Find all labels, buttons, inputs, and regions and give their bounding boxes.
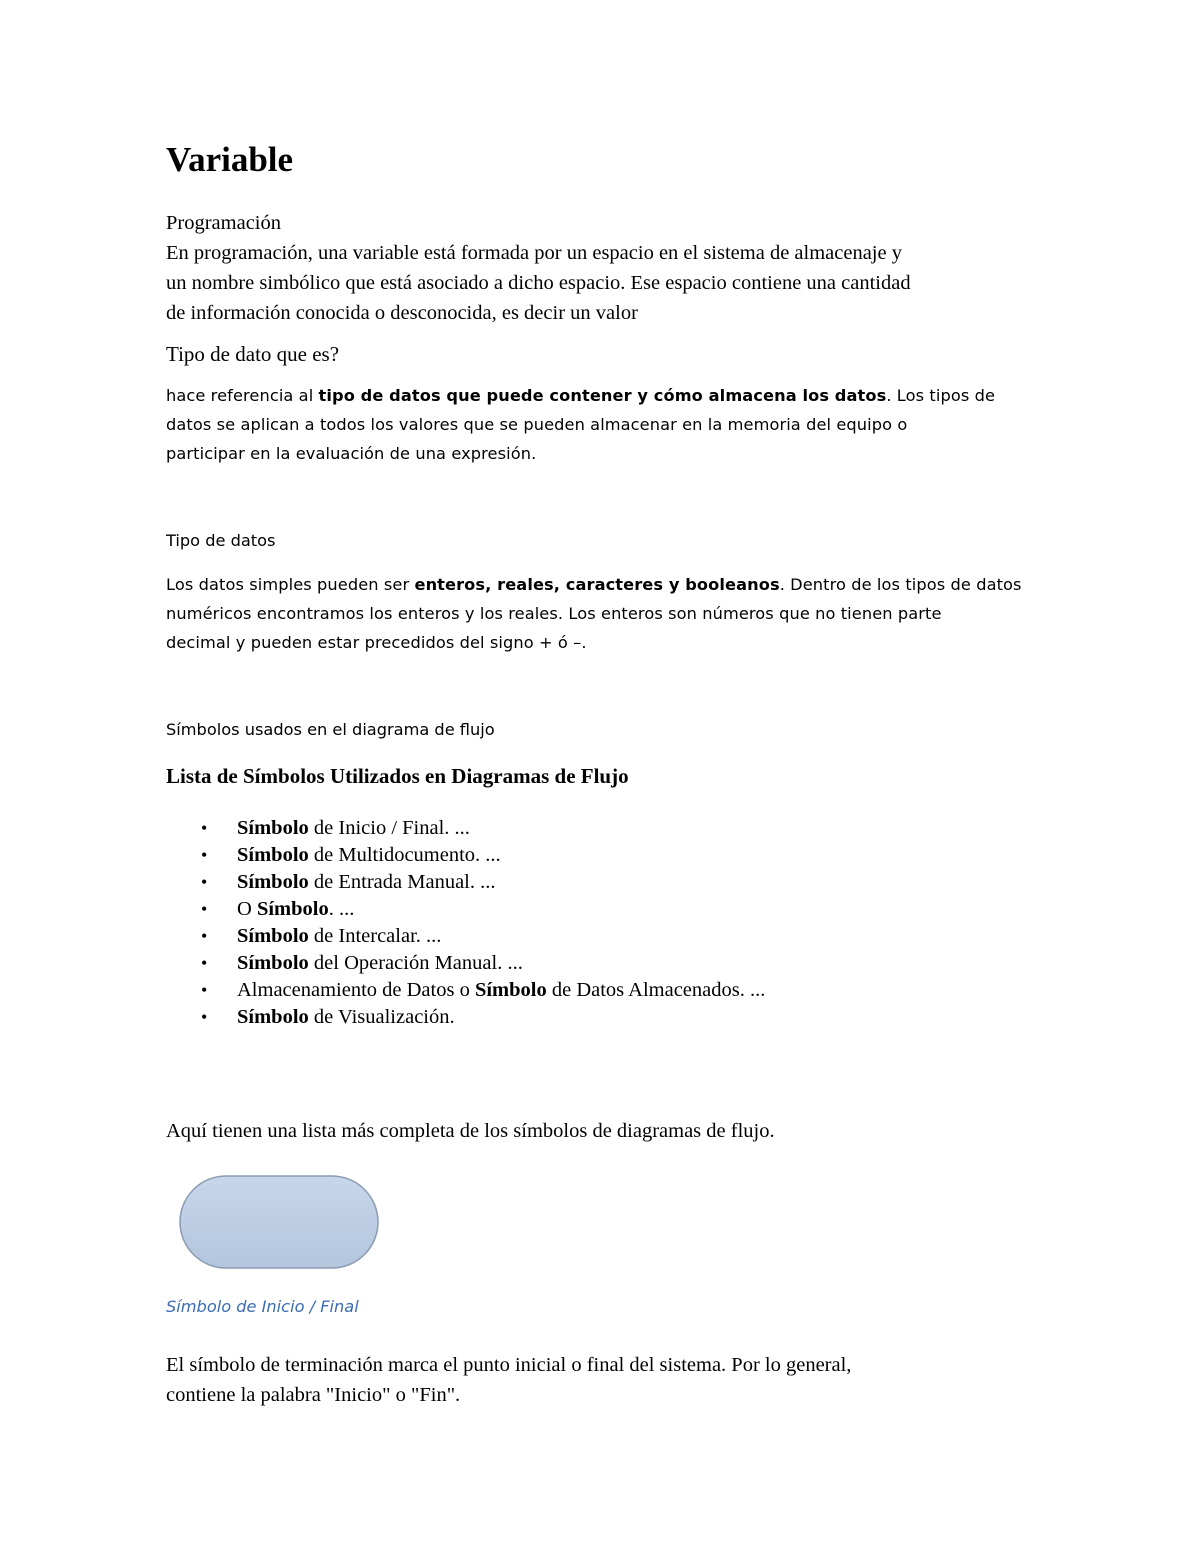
paragraph-line: numéricos encontramos los enteros y los reales. Los enteros son números que no tienen parte: [166, 604, 942, 623]
paragraph-line: participar en la evaluación de una expresión.: [166, 444, 537, 463]
bold-run: Símbolo: [256, 898, 329, 920]
lista-heading: Lista de Símbolos Utilizados en Diagramas de Flujo: [166, 764, 629, 788]
text-run: Almacenamiento de Datos o: [237, 979, 475, 1001]
text-run: de Visualización.: [308, 1006, 455, 1028]
bullet-icon: •: [201, 845, 208, 865]
tipo-dato-heading: Tipo de dato que es?: [166, 342, 340, 366]
text-run: hace referencia al: [166, 386, 319, 405]
page-title: Variable: [166, 140, 294, 179]
intro-heading: Programación: [166, 212, 281, 234]
bullet-icon: •: [201, 899, 208, 919]
text-run: de Entrada Manual. ...: [308, 871, 496, 893]
intro-line: de información conocida o desconocida, es decir un valor: [166, 302, 638, 324]
bold-run: Símbolo: [474, 979, 547, 1001]
bold-run: Símbolo: [237, 925, 309, 947]
bullet-icon: •: [201, 1007, 208, 1027]
intro-line: un nombre simbólico que está asociado a dicho espacio. Ese espacio contiene una cantidad: [166, 272, 911, 294]
text-run: . Dentro de los tipos de datos: [779, 575, 1022, 594]
final-paragraph: [166, 1350, 1046, 1410]
paragraph-line: [166, 381, 1046, 410]
bold-run: Símbolo: [237, 844, 309, 866]
terminator-shape-svg: [178, 1174, 380, 1270]
paragraph-line: contiene la palabra "Inicio" o "Fin".: [166, 1384, 461, 1406]
figure-caption: Símbolo de Inicio / Final: [166, 1297, 359, 1316]
text-run: . ...: [328, 898, 355, 920]
paragraph-line: decimal y pueden estar precedidos del signo + ó –.: [166, 633, 587, 652]
symbol-list: [201, 815, 765, 1031]
aqui-paragraph: Aquí tienen una lista más completa de los símbolos de diagramas de flujo.: [166, 1120, 775, 1142]
paragraph-line: [166, 570, 1046, 599]
list-item: [201, 869, 765, 896]
text-run: de Inicio / Final. ...: [308, 817, 470, 839]
text-run: de Intercalar. ...: [308, 925, 442, 947]
text-run: . Los tipos de: [886, 386, 996, 405]
bold-run: Símbolo: [237, 1006, 309, 1028]
list-item: [201, 977, 765, 1004]
list-item: [201, 1004, 765, 1031]
bullet-icon: •: [201, 953, 208, 973]
tipo-dato-paragraph: [166, 381, 1046, 468]
text-run: de Datos Almacenados. ...: [546, 979, 766, 1001]
list-item: [201, 842, 765, 869]
terminator-shape-icon: [178, 1174, 380, 1270]
bold-run: tipo de datos que puede contener y cómo almacena los datos: [318, 386, 887, 405]
terminator-shape: [180, 1176, 378, 1268]
text-run: del Operación Manual. ...: [308, 952, 523, 974]
text-run: de Multidocumento. ...: [308, 844, 501, 866]
paragraph-line: El símbolo de terminación marca el punto inicial o final del sistema. Por lo general,: [166, 1354, 852, 1376]
text-run: O: [237, 898, 257, 920]
tipos-datos-paragraph: [166, 570, 1046, 657]
list-item: [201, 923, 765, 950]
bold-run: Símbolo: [237, 952, 309, 974]
list-item: [201, 815, 765, 842]
intro-line: En programación, una variable está formada por un espacio en el sistema de almacenaje y: [166, 242, 902, 264]
bullet-icon: •: [201, 818, 208, 838]
paragraph-line: datos se aplican a todos los valores que se pueden almacenar en la memoria del equipo o: [166, 415, 908, 434]
simbolos-label: Símbolos usados en el diagrama de flujo: [166, 720, 495, 739]
bold-run: Símbolo: [237, 817, 309, 839]
bullet-icon: •: [201, 980, 208, 1000]
bold-run: Símbolo: [237, 871, 309, 893]
tipos-datos-label: Tipo de datos: [166, 531, 276, 550]
intro-section: [166, 208, 1046, 328]
bullet-icon: •: [201, 872, 208, 892]
bold-run: enteros, reales, caracteres y booleanos: [414, 575, 780, 594]
list-item: [201, 896, 765, 923]
bullet-icon: •: [201, 926, 208, 946]
list-item: [201, 950, 765, 977]
text-run: Los datos simples pueden ser: [166, 575, 415, 594]
